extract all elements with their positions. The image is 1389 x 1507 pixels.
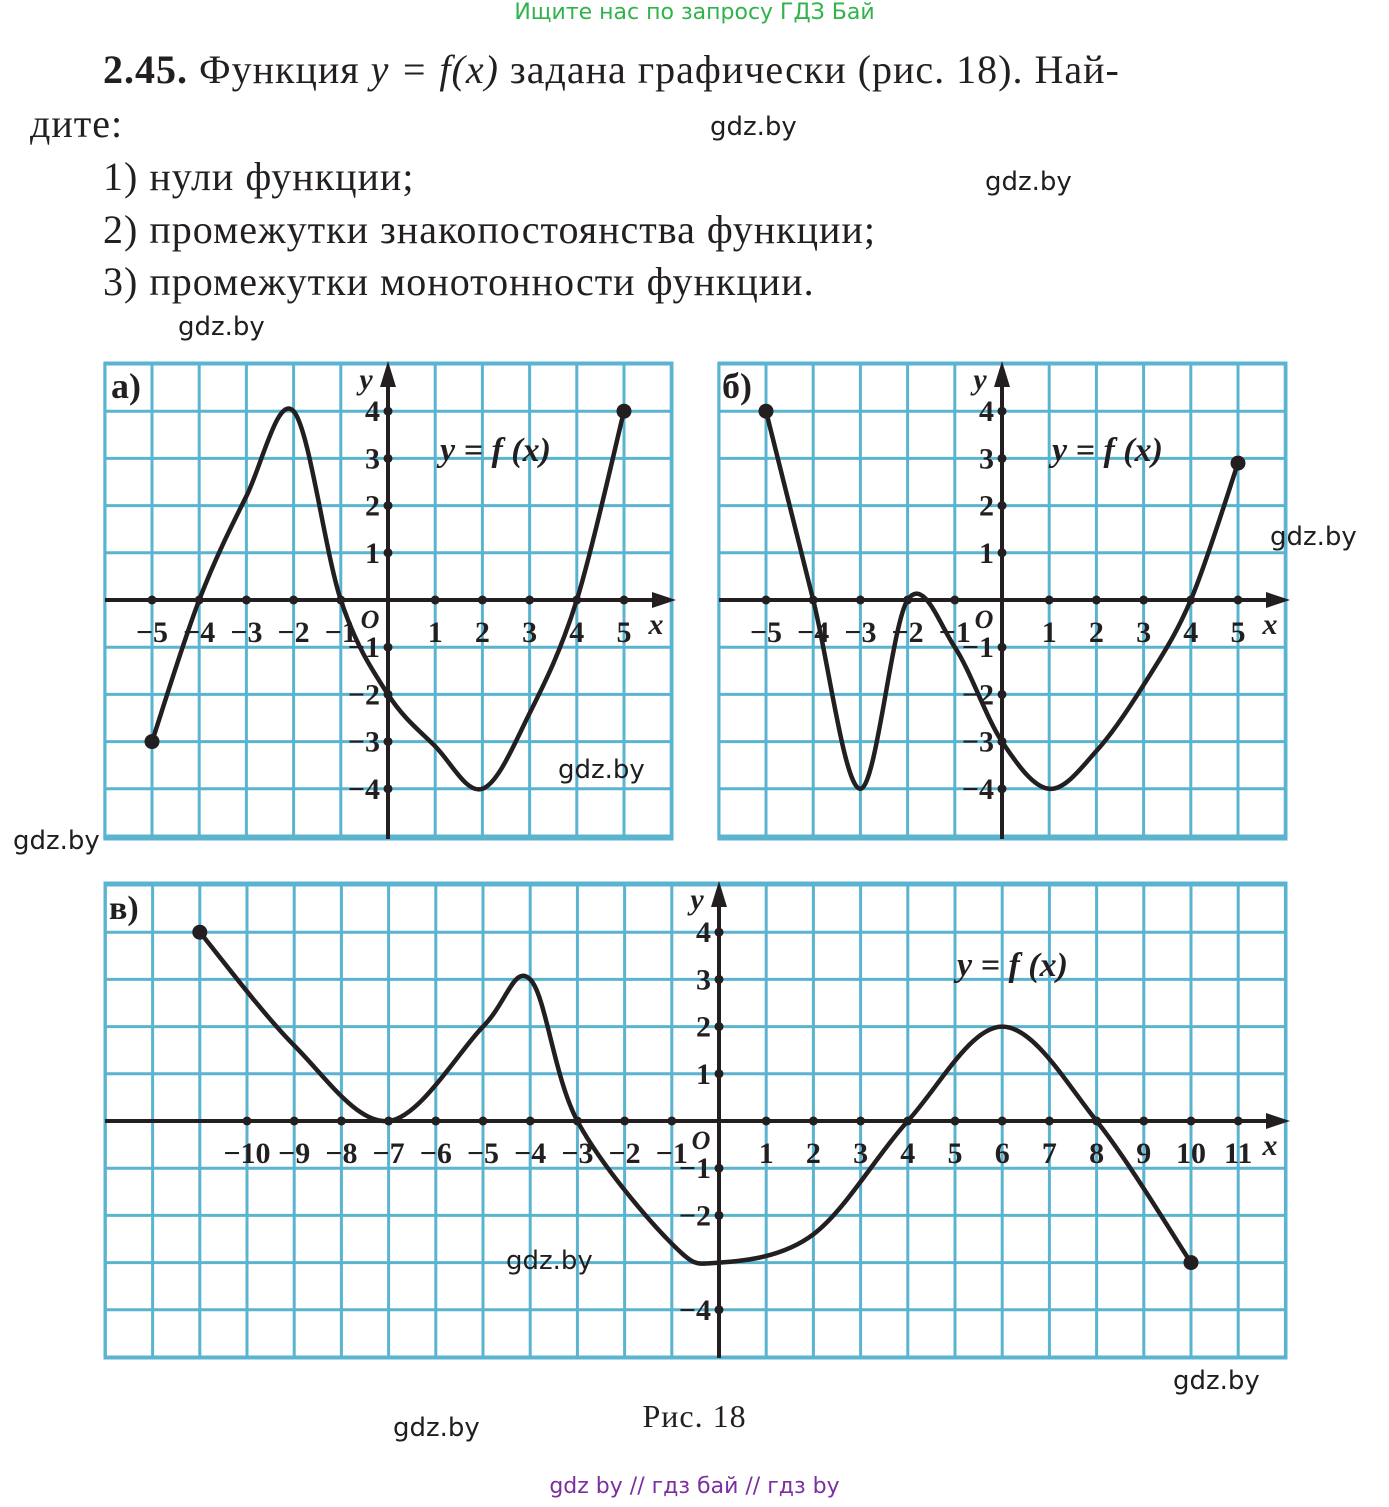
x-tick-mark xyxy=(667,1117,676,1126)
y-tick-label: 2 xyxy=(979,489,994,523)
function-legend: y = f (x) xyxy=(440,432,551,469)
x-tick-label: −6 xyxy=(419,1137,452,1170)
x-axis-label: x xyxy=(1262,1129,1278,1162)
x-tick-label: 2 xyxy=(474,616,490,649)
x-tick-label: 6 xyxy=(994,1137,1010,1170)
x-tick-label: 4 xyxy=(569,616,585,649)
x-tick-label: −4 xyxy=(514,1137,547,1170)
watermark: gdz.by xyxy=(710,112,797,142)
task-intro-continued: дите: xyxy=(30,101,124,146)
y-axis-label: y xyxy=(359,363,373,396)
x-tick-mark xyxy=(856,596,865,605)
x-tick-mark xyxy=(762,1117,771,1126)
x-tick-label: −2 xyxy=(891,616,924,649)
x-tick-mark xyxy=(998,1117,1007,1126)
x-tick-label: 3 xyxy=(1136,616,1152,649)
y-tick-mark xyxy=(384,643,393,652)
x-tick-label: 5 xyxy=(947,1137,963,1170)
x-tick-mark xyxy=(1092,596,1101,605)
x-tick-label: −1 xyxy=(655,1137,688,1170)
curve-endpoint xyxy=(1231,456,1246,471)
x-tick-mark xyxy=(337,1117,346,1126)
x-tick-label: −5 xyxy=(466,1137,500,1170)
x-tick-label: 5 xyxy=(616,616,632,649)
x-tick-label: 4 xyxy=(1183,616,1199,649)
x-tick-label: −3 xyxy=(561,1137,594,1170)
x-tick-mark xyxy=(1234,1117,1243,1126)
y-tick-mark xyxy=(384,548,393,557)
y-tick-mark xyxy=(998,548,1007,557)
x-tick-mark xyxy=(620,1117,629,1126)
search-banner: Ищите нас по запросу ГДЗ Бай xyxy=(514,0,875,25)
x-tick-mark xyxy=(620,596,629,605)
y-tick-label: 1 xyxy=(979,536,994,570)
curve-endpoint xyxy=(617,404,632,419)
y-tick-mark xyxy=(998,454,1007,463)
x-tick-label: 1 xyxy=(758,1137,774,1170)
origin-label: O xyxy=(974,605,994,634)
y-tick-mark xyxy=(998,643,1007,652)
x-tick-label: −8 xyxy=(325,1137,358,1170)
y-tick-mark xyxy=(998,690,1007,699)
x-tick-label: −4 xyxy=(183,616,216,649)
y-tick-label: 3 xyxy=(365,442,380,476)
y-tick-label: 4 xyxy=(365,395,380,429)
panel-label: а) xyxy=(111,366,141,406)
x-tick-label: 1 xyxy=(1041,616,1057,649)
site-footer: gdz by // гдз бай // гдз by xyxy=(549,1474,840,1499)
task-intro: Функция xyxy=(199,47,360,92)
x-axis-label: x xyxy=(648,608,664,641)
x-tick-label: 2 xyxy=(1088,616,1104,649)
task-intro-rest: задана графически (рис. 18). Най- xyxy=(509,47,1120,92)
panel-label: б) xyxy=(722,366,752,406)
y-tick-label: 4 xyxy=(979,395,994,429)
origin-label: O xyxy=(360,605,380,634)
task-item-zeros: 1) нули функции; xyxy=(103,154,415,199)
x-tick-mark xyxy=(1234,596,1243,605)
task-item-monotonic: 3) промежутки монотонности функции. xyxy=(103,259,815,304)
task-heading-line xyxy=(103,46,1120,93)
x-tick-mark xyxy=(526,1117,535,1126)
y-tick-label: −1 xyxy=(347,631,380,665)
x-tick-mark xyxy=(242,596,251,605)
graph-panel-b xyxy=(719,363,1286,839)
watermark: gdz.by xyxy=(985,167,1072,197)
y-tick-label: 1 xyxy=(365,536,380,570)
x-tick-mark xyxy=(243,1117,252,1126)
y-tick-mark xyxy=(384,407,393,416)
x-tick-mark xyxy=(762,596,771,605)
y-tick-mark xyxy=(715,1305,724,1314)
x-tick-label: −5 xyxy=(749,616,783,649)
y-tick-mark xyxy=(998,501,1007,510)
y-tick-mark xyxy=(715,975,724,984)
y-tick-mark xyxy=(998,407,1007,416)
x-axis-label: x xyxy=(1262,608,1278,641)
x-tick-label: −2 xyxy=(277,616,310,649)
y-tick-mark xyxy=(998,784,1007,793)
x-tick-label: 3 xyxy=(522,616,538,649)
x-tick-label: 1 xyxy=(427,616,443,649)
y-tick-label: 2 xyxy=(696,1010,711,1044)
x-tick-label: −1 xyxy=(938,616,971,649)
y-tick-label: 3 xyxy=(696,963,711,997)
y-tick-mark xyxy=(715,1211,724,1220)
y-tick-mark xyxy=(384,501,393,510)
y-axis-label: y xyxy=(690,883,704,916)
y-tick-label: 2 xyxy=(365,489,380,523)
x-tick-label: −1 xyxy=(324,616,357,649)
watermark: gdz.by xyxy=(1173,1366,1260,1396)
x-tick-mark xyxy=(951,1117,960,1126)
y-tick-label: 3 xyxy=(979,442,994,476)
watermark: gdz.by xyxy=(393,1413,480,1443)
y-tick-label: −3 xyxy=(347,725,380,759)
panel-label: в) xyxy=(109,890,139,927)
x-tick-label: 5 xyxy=(1230,616,1246,649)
y-tick-label: −4 xyxy=(347,772,380,806)
x-tick-label: 10 xyxy=(1176,1137,1206,1170)
curve-endpoint xyxy=(1184,1255,1199,1270)
watermark: gdz.by xyxy=(13,826,100,856)
x-tick-label: −2 xyxy=(608,1137,641,1170)
x-tick-mark xyxy=(1187,1117,1196,1126)
y-tick-mark xyxy=(715,1069,724,1078)
x-tick-label: 9 xyxy=(1136,1137,1152,1170)
x-tick-mark xyxy=(1045,596,1054,605)
y-tick-label: 1 xyxy=(696,1057,711,1091)
y-tick-label: −4 xyxy=(678,1293,711,1327)
watermark: gdz.by xyxy=(506,1246,593,1276)
y-tick-mark xyxy=(715,928,724,937)
x-tick-mark xyxy=(479,1117,488,1126)
y-tick-mark xyxy=(384,737,393,746)
function-legend: y = f (x) xyxy=(957,947,1068,984)
y-tick-label: 4 xyxy=(696,916,711,950)
curve-endpoint xyxy=(145,734,160,749)
x-tick-mark xyxy=(289,596,298,605)
x-tick-mark xyxy=(431,1117,440,1126)
y-tick-label: −2 xyxy=(347,678,380,712)
x-tick-label: −5 xyxy=(135,616,169,649)
x-tick-mark xyxy=(525,596,534,605)
x-tick-mark xyxy=(431,596,440,605)
y-tick-mark xyxy=(384,784,393,793)
watermark: gdz.by xyxy=(178,312,265,342)
y-axis-label: y xyxy=(973,363,987,396)
y-tick-label: −3 xyxy=(961,725,994,759)
x-tick-label: −3 xyxy=(230,616,263,649)
origin-label: O xyxy=(691,1126,711,1155)
watermark: gdz.by xyxy=(558,755,645,785)
y-tick-mark xyxy=(715,1022,724,1031)
y-tick-label: −2 xyxy=(678,1199,711,1233)
curve-endpoint xyxy=(192,925,207,940)
watermark: gdz.by xyxy=(1270,522,1357,552)
x-tick-label: 3 xyxy=(853,1137,869,1170)
x-tick-mark xyxy=(290,1117,299,1126)
task-item-sign: 2) промежутки знакопостоянства функции; xyxy=(103,207,876,252)
y-tick-mark xyxy=(715,1164,724,1173)
y-tick-label: −4 xyxy=(961,772,994,806)
y-tick-label: −1 xyxy=(961,631,994,665)
x-tick-label: −4 xyxy=(797,616,830,649)
x-tick-mark xyxy=(809,1117,818,1126)
x-tick-label: 11 xyxy=(1224,1137,1253,1170)
function-legend: y = f (x) xyxy=(1052,432,1163,469)
task-formula: y = f(x) xyxy=(370,47,499,92)
graph-panel-c xyxy=(105,883,1286,1358)
x-tick-mark xyxy=(1139,596,1148,605)
y-tick-label: −2 xyxy=(961,678,994,712)
figure-caption: Рис. 18 xyxy=(642,1398,747,1434)
x-tick-mark xyxy=(950,596,959,605)
x-tick-label: 2 xyxy=(805,1137,821,1170)
x-tick-mark xyxy=(1139,1117,1148,1126)
curve-endpoint xyxy=(759,404,774,419)
x-tick-label: 7 xyxy=(1041,1137,1057,1170)
x-tick-label: −9 xyxy=(278,1137,311,1170)
x-tick-label: 8 xyxy=(1089,1137,1105,1170)
y-tick-label: −1 xyxy=(678,1152,711,1186)
x-tick-label: −3 xyxy=(844,616,877,649)
y-tick-mark xyxy=(384,454,393,463)
x-tick-mark xyxy=(856,1117,865,1126)
x-tick-mark xyxy=(478,596,487,605)
task-number: 2.45. xyxy=(103,47,188,92)
x-tick-mark xyxy=(148,596,157,605)
x-tick-label: 4 xyxy=(900,1137,916,1170)
x-tick-label: −10 xyxy=(223,1137,271,1170)
x-tick-label: −7 xyxy=(372,1137,405,1170)
x-tick-mark xyxy=(1045,1117,1054,1126)
